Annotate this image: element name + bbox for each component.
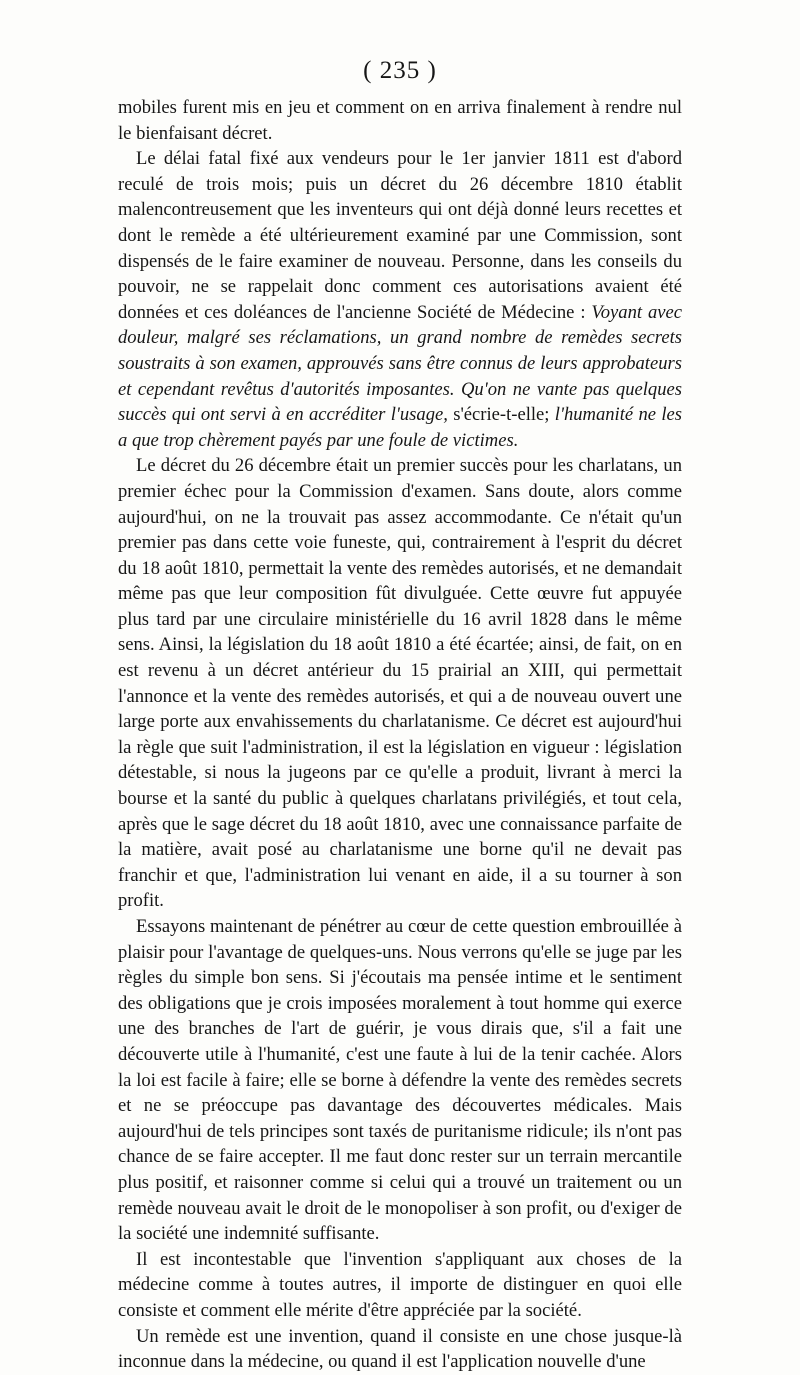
body-text	[118, 95, 682, 1375]
text-segment: Essayons maintenant de pénétrer au cœur de cette question embrouillée à plaisir pour l'avantage de quelques-uns. Nous verrons qu'elle se juge par les règles du simple bon sens. Si j'écoutais ma pensée intime et le sentiment des obligations que je crois imposées moralement à tout homme qui exerce une des branches de l'art de guérir, je vous dirais que, s'il a fait une découverte utile à l'humanité, c'est une faute à lui de la tenir cachée. Alors la loi est facile à faire; elle se borne à défendre la vente des remèdes secrets et ne se préoccupe pas davantage des découvertes médicales. Mais aujourd'hui de tels principes sont taxés de puritanisme ridicule; ils n'ont pas chance de se faire accepter. Il me faut donc rester sur un terrain mercantile plus positif, et raisonner comme si celui qui a trouvé un traitement ou un remède nouveau avait le droit de le monopoliser à son profit, ou d'exiger de la société une indemnité suffisante.	[118, 916, 682, 1245]
text-segment: Le décret du 26 décembre était un premier succès pour les charlatans, un premier échec pour la Commission d'examen. Sans doute, alors comme aujourd'hui, on ne la trouvait pas assez accommodante. Ce n'était qu'un premier pas dans cette voie funeste, qui, contrairement à l'esprit du décret du 18 août 1810, permettait la vente des remèdes autorisés, et ne demandait même pas que leur composition fût divulguée. Cette œuvre fut appuyée plus tard par une circulaire ministérielle du 16 avril 1828 dans le même sens. Ainsi, la législation du 18 août 1810 a été écartée; ainsi, de fait, on en est revenu à un décret antérieur du 15 prairial an XIII, qui permettait l'annonce et la vente des remèdes autorisés, et qui a de nouveau ouvert une large porte aux envahissements du charlatanisme. Ce décret est aujourd'hui la règle que suit l'administration, il est la législation en vigueur : législation détestable, si nous la jugeons par ce qu'elle a produit, livrant à merci la bourse et la santé du public à quelques charlatans privilégiés, et tout cela, après que le sage décret du 18 août 1810, avec une connaissance parfaite de la matière, avait posé au charlatanisme une borne qu'il ne devait pas franchir et que, l'administration lui venant en aide, il a su tourner à son profit.	[118, 455, 682, 912]
paragraph	[118, 1247, 682, 1324]
italic-quote: Voyant avec douleur, malgré ses réclamations, un grand nombre de remèdes secrets soustraits à son examen, approuvés sans être connus de leurs approbateurs et cependant revêtus d'autorités imposantes. Qu'on ne vante pas quelques succès qui ont servi à en accréditer l'usage,	[118, 301, 682, 426]
paragraph	[118, 453, 682, 914]
text-segment: s'écrie-t-elle;	[447, 404, 555, 426]
paragraph	[118, 95, 682, 146]
paragraph	[118, 146, 682, 453]
italic-quote: l'humanité ne les a que trop chèrement payés par une foule de victimes.	[118, 404, 682, 451]
text-segment: mobiles furent mis en jeu et comment on en arriva finalement à rendre nul le bienfaisant décret.	[118, 97, 682, 144]
paragraph	[118, 914, 682, 1247]
paragraph	[118, 1324, 682, 1375]
text-segment: Le délai fatal fixé aux vendeurs pour le 1er janvier 1811 est d'abord reculé de trois mois; puis un décret du 26 décembre 1810 établit malencontreusement que les inventeurs qui ont déjà donné leurs recettes et dont le remède a été ultérieurement examiné par une Commission, sont dispensés de le faire examiner de nouveau. Personne, dans les conseils du pouvoir, ne se rappelait donc comment ces autorisations avaient été données et ces doléances de l'ancienne Société de Médecine :	[118, 148, 682, 323]
text-segment: Il est incontestable que l'invention s'appliquant aux choses de la médecine comme à toutes autres, il importe de distinguer en quoi elle consiste et comment elle mérite d'être appréciée par la société.	[118, 1248, 682, 1321]
text-segment: Un remède est une invention, quand il consiste en une chose jusque-là inconnue dans la médecine, ou quand il est l'application nouvelle d'une	[118, 1325, 682, 1373]
page-number: ( 235 )	[363, 57, 437, 84]
